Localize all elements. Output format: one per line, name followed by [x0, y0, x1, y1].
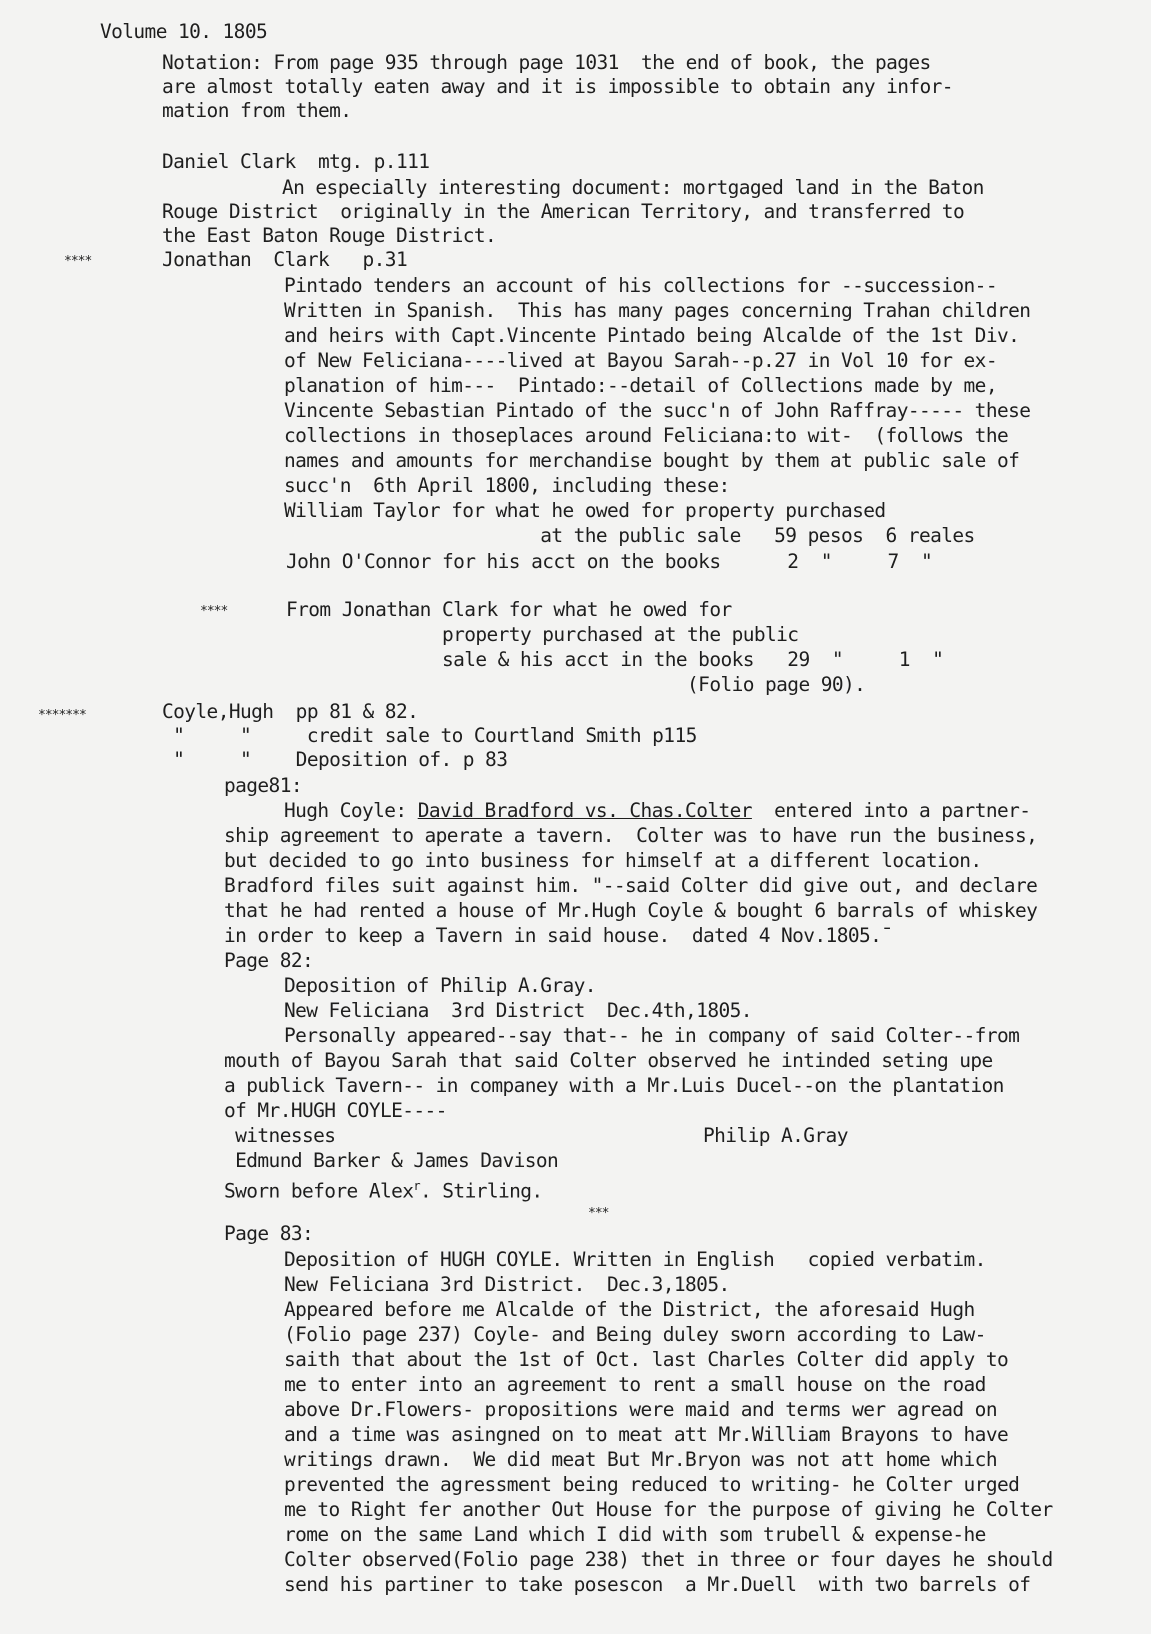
page81-line: in order to keep a Tavern in said house. dated 4 Nov.1805.¯	[224, 924, 893, 947]
star-marker: *******	[38, 708, 86, 723]
daniel-clark-heading: Daniel Clark mtg. p.111	[162, 150, 430, 173]
page82-line: of Mr.HUGH COYLE----	[224, 1099, 447, 1122]
witnesses-line: witnesses Philip A.Gray	[224, 1124, 848, 1147]
star-marker: ****	[64, 254, 92, 269]
daniel-clark-line: the East Baton Rouge District.	[162, 224, 497, 247]
page83-line: rome on the same Land which I did with som trubell & expense-he	[284, 1523, 986, 1546]
coyle-heading: " " Deposition of. p 83	[162, 748, 508, 771]
star-marker: ****	[200, 604, 228, 619]
sale-amount-line: at the public sale 59 pesos 6 reales	[284, 524, 975, 547]
sworn-line	[224, 1174, 543, 1204]
page83-line: and a time was asingned on to meat att Mr.William Brayons to have	[284, 1423, 1009, 1446]
page83-line: me to Right fer another Out House for the purpose of giving he Colter	[284, 1498, 1053, 1521]
jonathan-clark-line: succ'n 6th April 1800, including these:	[284, 474, 730, 497]
page83-line: Deposition of HUGH COYLE. Written in English copied verbatim.	[284, 1248, 986, 1271]
page81-label: page81:	[224, 774, 302, 797]
jonathan-clark-entry-line: (Folio page 90).	[286, 673, 866, 696]
jonathan-clark-line: of New Feliciana----lived at Bayou Sarah--p.27 in Vol 10 for ex-	[284, 349, 997, 372]
page82-line: a publick Tavern-- in companey with a Mr.Luis Ducel--on the plantation	[224, 1074, 1004, 1097]
page82-line: Deposition of Philip A.Gray.	[284, 974, 596, 997]
jonathan-clark-line: William Taylor for what he owed for property purchased	[284, 499, 886, 522]
notation-line: Notation: From page 935 through page 1031 the end of book, the pages	[162, 51, 931, 74]
page82-line: Personally appeared--say that-- he in company of said Colter--from	[284, 1024, 1020, 1047]
page81-line: Bradford files suit against him. "--said Colter did give out, and declare	[224, 874, 1038, 897]
page83-line: Appeared before me Alcalde of the District, the aforesaid Hugh	[284, 1298, 975, 1321]
page83-line: prevented the agressment being reduced to writing- he Colter urged	[284, 1473, 1020, 1496]
jonathan-clark-line: Written in Spanish. This has many pages concerning Trahan children	[284, 299, 1031, 322]
section-divider: ***	[588, 1206, 609, 1221]
page83-label: Page 83:	[224, 1222, 314, 1245]
page83-line: send his partiner to take posescon a Mr.Duell with two barrels of	[284, 1573, 1031, 1596]
page82-label: Page 82:	[224, 949, 314, 972]
page83-line: saith that about the 1st of Oct. last Charles Colter did apply to	[284, 1348, 1009, 1371]
page83-line: (Folio page 237) Coyle- and Being duley sworn according to Law-	[284, 1323, 986, 1346]
witnesses-names: Edmund Barker & James Davison	[224, 1149, 559, 1172]
page83-line: above Dr.Flowers- propositions were maid and terms wer agread on	[284, 1398, 997, 1421]
jonathan-clark-line: collections in thoseplaces around Feliciana:to wit- (follows the	[284, 424, 1009, 447]
jonathan-clark-entry-line: From Jonathan Clark for what he owed for	[286, 598, 732, 621]
sworn-suffix: . Stirling.	[420, 1179, 543, 1203]
page83-line: New Feliciana 3rd District. Dec.3,1805.	[284, 1273, 730, 1296]
sale-amount-line: John O'Connor for his acct on the books 2 " 7 "	[286, 550, 933, 573]
notation-line: mation from them.	[162, 99, 352, 122]
coyle-heading: " " credit sale to Courtland Smith p115	[162, 724, 697, 747]
page81-line: ship agreement to aperate a tavern. Colter was to have run the business,	[224, 824, 1038, 847]
page81-intro: Hugh Coyle:	[284, 799, 418, 822]
sworn-superscript: r	[413, 1179, 421, 1193]
page81-rest: entered into a partner-	[751, 799, 1031, 822]
page83-line: Colter observed(Folio page 238) thet in three or four dayes he should	[284, 1548, 1053, 1571]
page81-line	[284, 799, 1030, 823]
jonathan-clark-entry-line: property purchased at the public	[286, 623, 799, 646]
daniel-clark-line: An especially interesting document: mortgaged land in the Baton	[282, 176, 984, 199]
page83-line: me to enter into an agreement to rent a small house on the road	[284, 1373, 986, 1396]
page81-line: that he had rented a house of Mr.Hugh Coyle & bought 6 barrals of whiskey	[224, 899, 1038, 922]
notation-line: are almost totally eaten away and it is impossible to obtain any infor-	[162, 75, 953, 98]
volume-heading: Volume 10. 1805	[100, 20, 268, 43]
jonathan-clark-line: Pintado tenders an account of his collections for --succession--	[284, 274, 997, 297]
jonathan-clark-entry-line: sale & his acct in the books 29 " 1 "	[286, 648, 944, 671]
jonathan-clark-line: Vincente Sebastian Pintado of the succ'n of John Raffray----- these	[284, 399, 1031, 422]
daniel-clark-line: Rouge District originally in the American Territory, and transferred to	[162, 200, 965, 223]
page82-line: mouth of Bayou Sarah that said Colter observed he intinded seting upe	[224, 1049, 993, 1072]
page81-line: but decided to go into business for himself at a different location.	[224, 849, 982, 872]
page82-line: New Feliciana 3rd District Dec.4th,1805.	[284, 999, 752, 1022]
jonathan-clark-heading: Jonathan Clark p.31	[162, 248, 408, 271]
page83-line: writings drawn. We did meat But Mr.Bryon was not att home which	[284, 1448, 997, 1471]
jonathan-clark-line: and heirs with Capt.Vincente Pintado being Alcalde of the 1st Div.	[284, 324, 1020, 347]
jonathan-clark-line: names and amounts for merchandise bought by them at public sale of	[284, 449, 1020, 472]
coyle-heading: Coyle,Hugh pp 81 & 82.	[162, 700, 419, 723]
case-title: David Bradford vs. Chas.Colter	[417, 799, 752, 822]
sworn-prefix: Sworn before Alex	[224, 1179, 414, 1203]
jonathan-clark-line: planation of him--- Pintado:--detail of Collections made by me,	[284, 374, 997, 397]
